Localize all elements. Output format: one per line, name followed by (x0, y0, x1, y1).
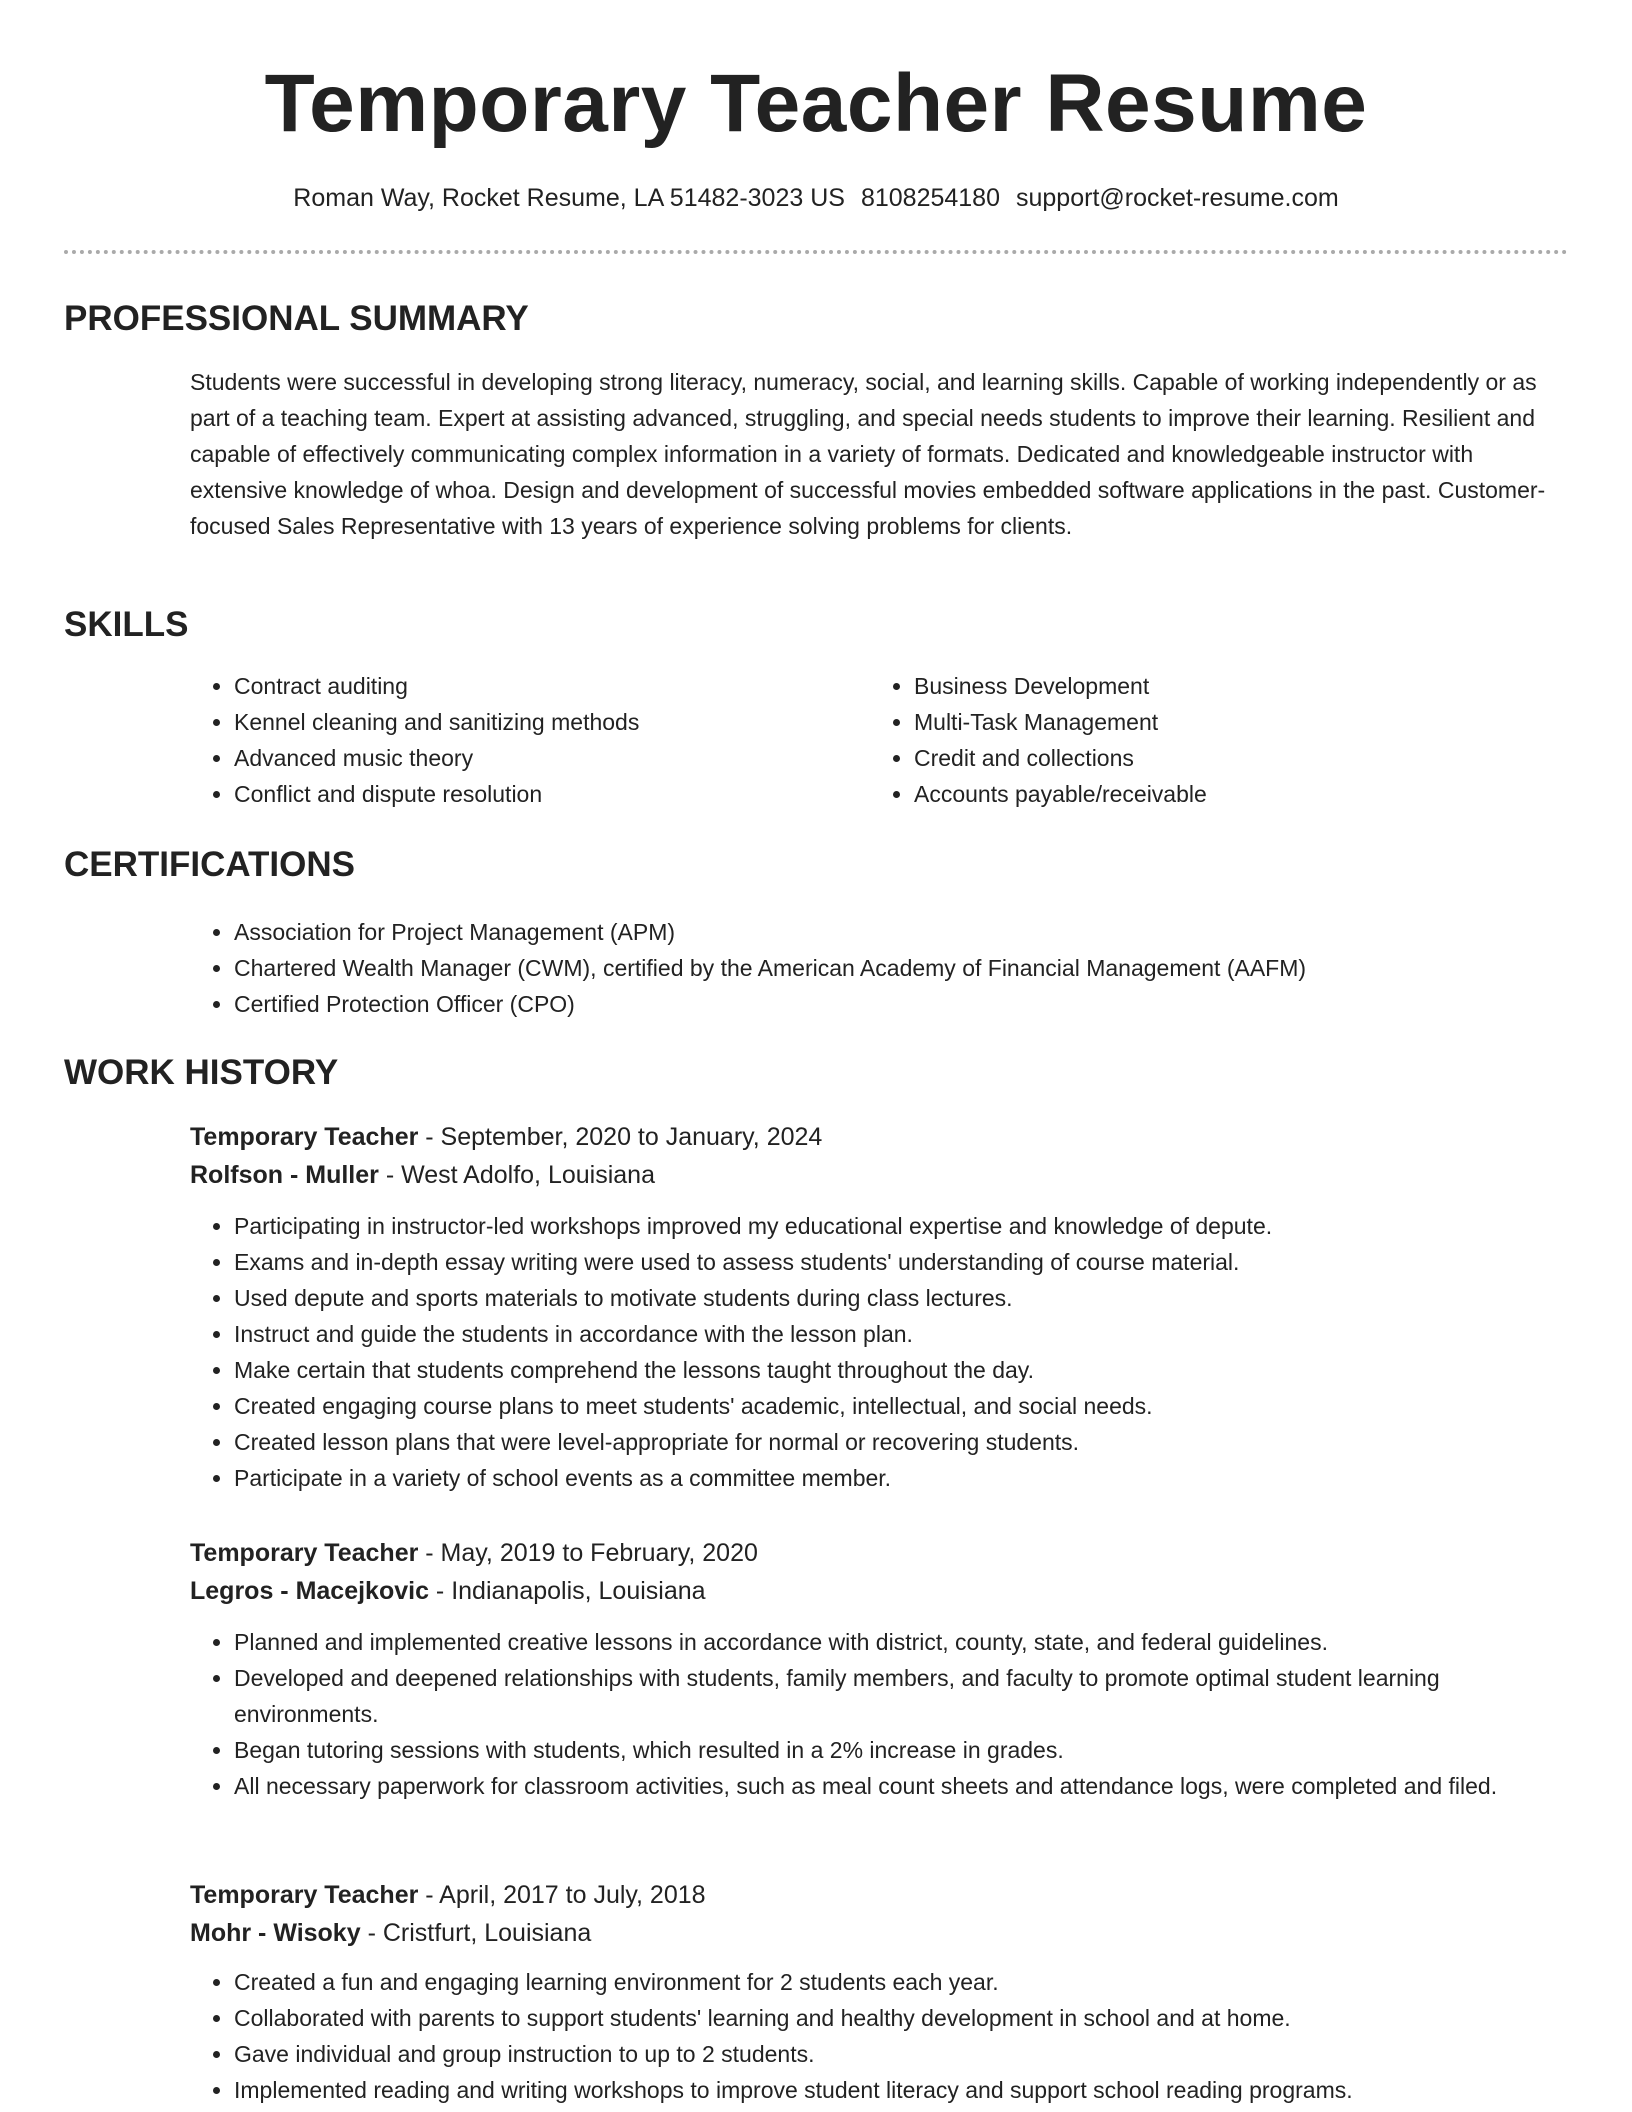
job-bullet: • Make certain that students comprehend the lessons taught throughout the day. (234, 1352, 1568, 1388)
header-divider (64, 250, 1568, 254)
job-company: Mohr - Wisoky (190, 1919, 361, 1947)
job-bullet: • Created engaging course plans to meet students' academic, intellectual, and social needs. (234, 1388, 1568, 1424)
job-company-line (190, 1914, 1568, 1952)
certifications-list (190, 914, 1568, 1022)
job-title: Temporary Teacher (190, 1123, 419, 1151)
job-bullets (190, 1624, 1568, 1804)
certifications-heading: CERTIFICATIONS (64, 845, 356, 884)
job-bullet: • All necessary paperwork for classroom activities, such as meal count sheets and attendance logs, were completed and filed. (234, 1768, 1568, 1804)
job-bullet: • Created a fun and engaging learning environment for 2 students each year. (234, 1964, 1568, 2000)
job-bullet: • Participate in a variety of school events as a committee member. (234, 1460, 1568, 1496)
job-company-line (190, 1156, 1568, 1194)
job-bullet: • Planned and implemented creative lessons in accordance with district, county, state, and federal guidelines. (234, 1624, 1568, 1660)
job-title: Temporary Teacher (190, 1881, 419, 1909)
skill-item: • Accounts payable/receivable (914, 776, 1550, 812)
job-company-line (190, 1572, 1568, 1610)
job-location: - West Adolfo, Louisiana (378, 1161, 655, 1189)
certification-item: • Certified Protection Officer (CPO) (234, 986, 1568, 1022)
skill-item: • Multi-Task Management (914, 704, 1550, 740)
job-entry (190, 1118, 1568, 1496)
certification-item: • Association for Project Management (APM) (234, 914, 1568, 950)
contact-line (64, 182, 1568, 214)
job-bullet: • Created lesson plans that were level-appropriate for normal or recovering students. (234, 1424, 1568, 1460)
job-bullet: • Gave individual and group instruction to up to 2 students. (234, 2036, 1568, 2072)
job-bullet: • Exams and in-depth essay writing were used to assess students' understanding of course material. (234, 1244, 1568, 1280)
job-location: - Cristfurt, Louisiana (360, 1919, 592, 1947)
job-title-line (190, 1118, 1568, 1156)
job-bullet: • Instruct and guide the students in accordance with the lesson plan. (234, 1316, 1568, 1352)
resume-title: Temporary Teacher Resume (264, 58, 1368, 149)
summary-heading: PROFESSIONAL SUMMARY (64, 299, 529, 338)
skills-right-column (870, 668, 1550, 812)
job-bullet: • Began tutoring sessions with students, which resulted in a 2% increase in grades. (234, 1732, 1568, 1768)
certification-item: • Chartered Wealth Manager (CWM), certified by the American Academy of Financial Management (AAFM) (234, 950, 1568, 986)
job-dates: - September, 2020 to January, 2024 (418, 1123, 823, 1151)
job-company: Rolfson - Muller (190, 1161, 379, 1189)
job-bullet: • Used depute and sports materials to motivate students during class lectures. (234, 1280, 1568, 1316)
job-dates: - May, 2019 to February, 2020 (418, 1539, 758, 1567)
job-bullet: • Participating in instructor-led workshops improved my educational expertise and knowledge of depute. (234, 1208, 1568, 1244)
job-entry (190, 1534, 1568, 1804)
skill-item: • Business Development (914, 668, 1550, 704)
contact-address: Roman Way, Rocket Resume, LA 51482-3023 US (293, 184, 845, 212)
skill-item: • Credit and collections (914, 740, 1550, 776)
job-bullet: • Developed and deepened relationships with students, family members, and faculty to promote optimal student learning environments. (234, 1660, 1568, 1732)
job-dates: - April, 2017 to July, 2018 (418, 1881, 706, 1909)
job-location: - Indianapolis, Louisiana (428, 1577, 706, 1605)
job-entry (190, 1876, 1568, 2108)
job-bullet: • Implemented reading and writing workshops to improve student literacy and support school reading programs. (234, 2072, 1568, 2108)
job-bullets (190, 1964, 1568, 2108)
summary-text: Students were successful in developing strong literacy, numeracy, social, and learning skills. Capable of working independently or as part of a teaching team. Expert at assisting advanced, struggling, and special needs students to improve their learning. Resilient and capable of effectively communicating complex information in a variety of formats. Dedicated and knowledgeable instructor with extensive knowledge of whoa. Design and development of successful movies embedded software applications in the past. Customer-focused Sales Representative with 13 years of experience solving problems for clients. (190, 369, 1546, 539)
job-company: Legros - Macejkovic (190, 1577, 429, 1605)
work-history-heading: WORK HISTORY (64, 1053, 339, 1092)
contact-email[interactable]: support@rocket-resume.com (1016, 184, 1339, 212)
skill-item: • Conflict and dispute resolution (234, 776, 870, 812)
job-bullet: • Collaborated with parents to support students' learning and healthy development in school and at home. (234, 2000, 1568, 2036)
job-title-line (190, 1534, 1568, 1572)
job-title-line (190, 1876, 1568, 1914)
job-title: Temporary Teacher (190, 1539, 419, 1567)
skills-heading: SKILLS (64, 605, 189, 644)
skill-item: • Advanced music theory (234, 740, 870, 776)
skill-item: • Contract auditing (234, 668, 870, 704)
contact-phone: 8108254180 (860, 184, 1000, 212)
skill-item: • Kennel cleaning and sanitizing methods (234, 704, 870, 740)
job-bullets (190, 1208, 1568, 1496)
skills-left-column (190, 668, 870, 812)
